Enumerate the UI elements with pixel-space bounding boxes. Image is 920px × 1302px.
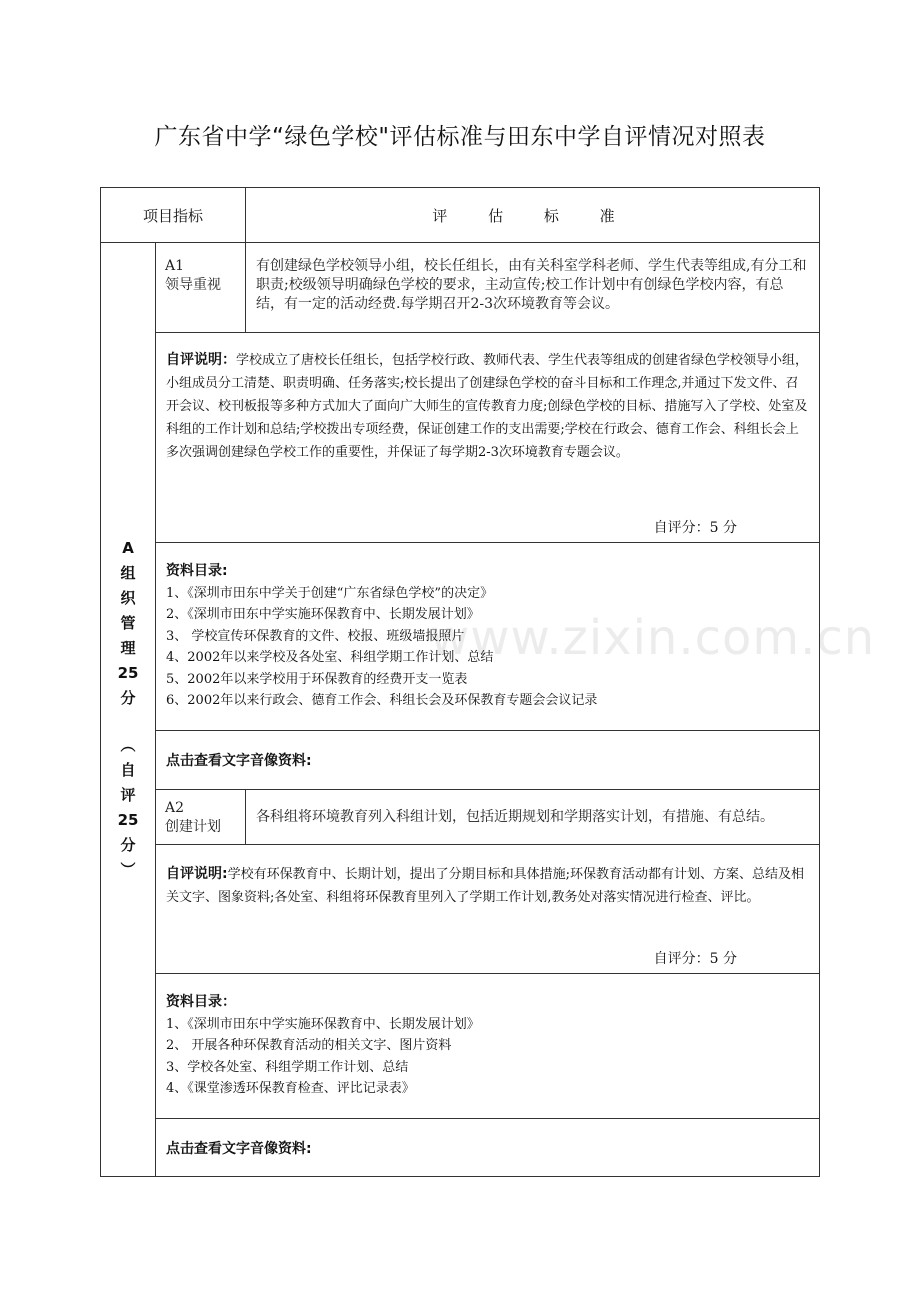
category-label: A 组 织 管 理 25分 ︵ 自 评 25 分 ︶ xyxy=(117,539,139,879)
list-item: 3、 学校宣传环保教育的文件、校报、班级墙报照片 xyxy=(166,628,465,644)
evaluation-table xyxy=(100,187,820,1177)
a2-self-eval-row xyxy=(101,845,820,974)
a2-self-eval-label: 自评说明: xyxy=(166,866,228,882)
a2-materials-row xyxy=(101,974,820,1119)
a2-view-materials-link[interactable]: 点击查看文字音像资料: xyxy=(156,1119,820,1177)
a1-self-eval-text: 学校成立了唐校长任组长，包括学校行政、教师代表、学生代表等组成的创建省绿色学校领导小组，小组成员分工清楚、职责明确、任务落实;校长提出了创建绿色学校的奋斗目标和工作理念,并通过下发文件、召开会议、校刊板报等多种方式加大了面向广大师生的宣传教育力度;创绿色学校的目标、措施写入了学校、处室及科组的工作计划和总结;学校拨出专项经费，保证创建工作的支出需要;学校在行政会、德育工作会、科组长会上多次强调创建绿色学校工作的重要性，并保证了每学期2-3次环境教育专题会议。 xyxy=(166,353,809,460)
list-item: 1、《深圳市田东中学实施环保教育中、长期发展计划》 xyxy=(166,1016,480,1032)
a1-click-row xyxy=(101,731,820,790)
a2-self-eval xyxy=(156,845,820,974)
a2-self-eval-text: 学校有环保教育中、长期计划，提出了分期目标和具体措施;环保教育活动都有计划、方案、总结及相关文字、图象资料;各处室、科组将环保教育里列入了学期工作计划,教务处对落实情况进行检查、评比。 xyxy=(166,867,804,905)
a2-materials xyxy=(156,974,820,1119)
a2-standard: 各科组将环境教育列入科组计划，包括近期规划和学期落实计划，有措施、有总结。 xyxy=(246,790,820,845)
list-item: 4、2002年以来学校及各处室、科组学期工作计划、总结 xyxy=(166,650,494,665)
a1-materials xyxy=(156,543,820,731)
a2-click-row xyxy=(101,1119,820,1177)
a2-standard-row xyxy=(101,790,820,845)
a1-self-eval-row xyxy=(101,333,820,543)
list-item: 2、《深圳市田东中学实施环保教育中、长期发展计划》 xyxy=(166,607,480,622)
list-item: 5、2002年以来学校用于环保教育的经费开支一览表 xyxy=(166,671,468,687)
category-cell xyxy=(101,243,156,1177)
a2-score: 自评分：5 分 xyxy=(653,951,738,967)
watermark: www.zixin.com.cn xyxy=(430,610,876,666)
a1-standard-row xyxy=(101,243,820,333)
a2-code-cell xyxy=(156,790,246,845)
a2-name: 创建计划 xyxy=(165,819,221,835)
a1-self-eval-label: 自评说明： xyxy=(166,352,236,368)
list-item: 1、《深圳市田东中学关于创建“广东省绿色学校”的决定》 xyxy=(166,585,494,601)
list-item: 2、 开展各种环保教育活动的相关文字、图片资料 xyxy=(166,1038,452,1053)
a2-code: A2 xyxy=(165,800,185,816)
a1-standard: 有创建绿色学校领导小组，校长任组长，由有关科室学科老师、学生代表等组成,有分工和职责;校级领导明确绿色学校的要求，主动宣传;校工作计划中有创绿色学校内容，有总结，有一定的活动经费.每学期召开2-3次环境教育等会议。 xyxy=(246,243,820,333)
list-item: 6、2002年以来行政会、德育工作会、科组长会及环保教育专题会会议记录 xyxy=(166,693,598,708)
a1-name: 领导重视 xyxy=(165,277,221,293)
a1-self-eval xyxy=(156,333,820,543)
a1-score: 自评分：5 分 xyxy=(653,520,738,536)
list-item: 3、学校各处室、科组学期工作计划、总结 xyxy=(166,1059,409,1075)
header-project-indicator: 项目指标 xyxy=(101,188,246,243)
page-title: 广东省中学“绿色学校"评估标准与田东中学自评情况对照表 xyxy=(154,124,766,150)
list-item: 4、《课堂渗透环保教育检查、评比记录表》 xyxy=(166,1081,415,1096)
header-row xyxy=(101,188,820,243)
a1-materials-row xyxy=(101,543,820,731)
a1-view-materials-link[interactable]: 点击查看文字音像资料: xyxy=(156,731,820,790)
a1-code-cell xyxy=(156,243,246,333)
a2-materials-label: 资料目录： xyxy=(166,994,236,1010)
a1-materials-label: 资料目录: xyxy=(166,563,228,579)
a1-code: A1 xyxy=(165,258,185,274)
header-evaluation-standard: 评 估 标 准 xyxy=(246,188,820,243)
